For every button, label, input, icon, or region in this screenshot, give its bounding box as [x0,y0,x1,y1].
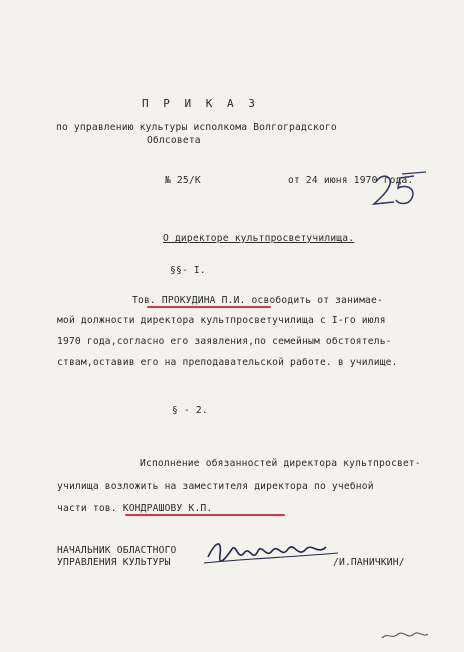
order-date: от 24 июня 1970 года. [288,175,414,186]
signature-name: /И.ПАНИЧКИН/ [333,557,405,568]
name-underline [147,306,271,308]
subtitle-line-2: Облсовета [147,135,201,146]
section-1-line-4: ствам,оставив его на преподавательской работе. в училище. [57,357,398,368]
subtitle-line-1: по управлению культуры исполкома Волгоградского [56,122,337,133]
handwritten-signature [202,535,342,575]
order-number: № 25/К [165,175,201,186]
name-underline-2 [125,514,285,516]
section-2-line-2: училища возложить на заместителя директора по учебной [57,481,374,492]
section-2-line-3: части тов. КОНДРАШОВУ К.П. [57,503,213,514]
handwritten-number [370,170,430,210]
order-subject: О директоре культпросветучилища. [163,233,355,244]
corner-scribble [380,628,430,642]
signature-title-line-2: УПРАВЛЕНИЯ КУЛЬТУРЫ [57,557,171,568]
section-2-heading: § - 2. [172,405,208,416]
section-1-line-3: 1970 года,согласно его заявления,по семейным обстоятель- [57,336,392,347]
signature-title-line-1: НАЧАЛЬНИК ОБЛАСТНОГО [57,545,177,556]
document-title: П Р И К А З [142,97,259,110]
section-1-line-1: Тов. ПРОКУДИНА П.И. освободить от занимае- [132,295,383,306]
section-1-line-2: мой должности директора культпросветучилища с I-го июля [57,315,386,326]
section-2-line-1: Исполнение обязанностей директора культпросвет- [140,458,421,469]
section-1-heading: §§- I. [170,265,206,276]
